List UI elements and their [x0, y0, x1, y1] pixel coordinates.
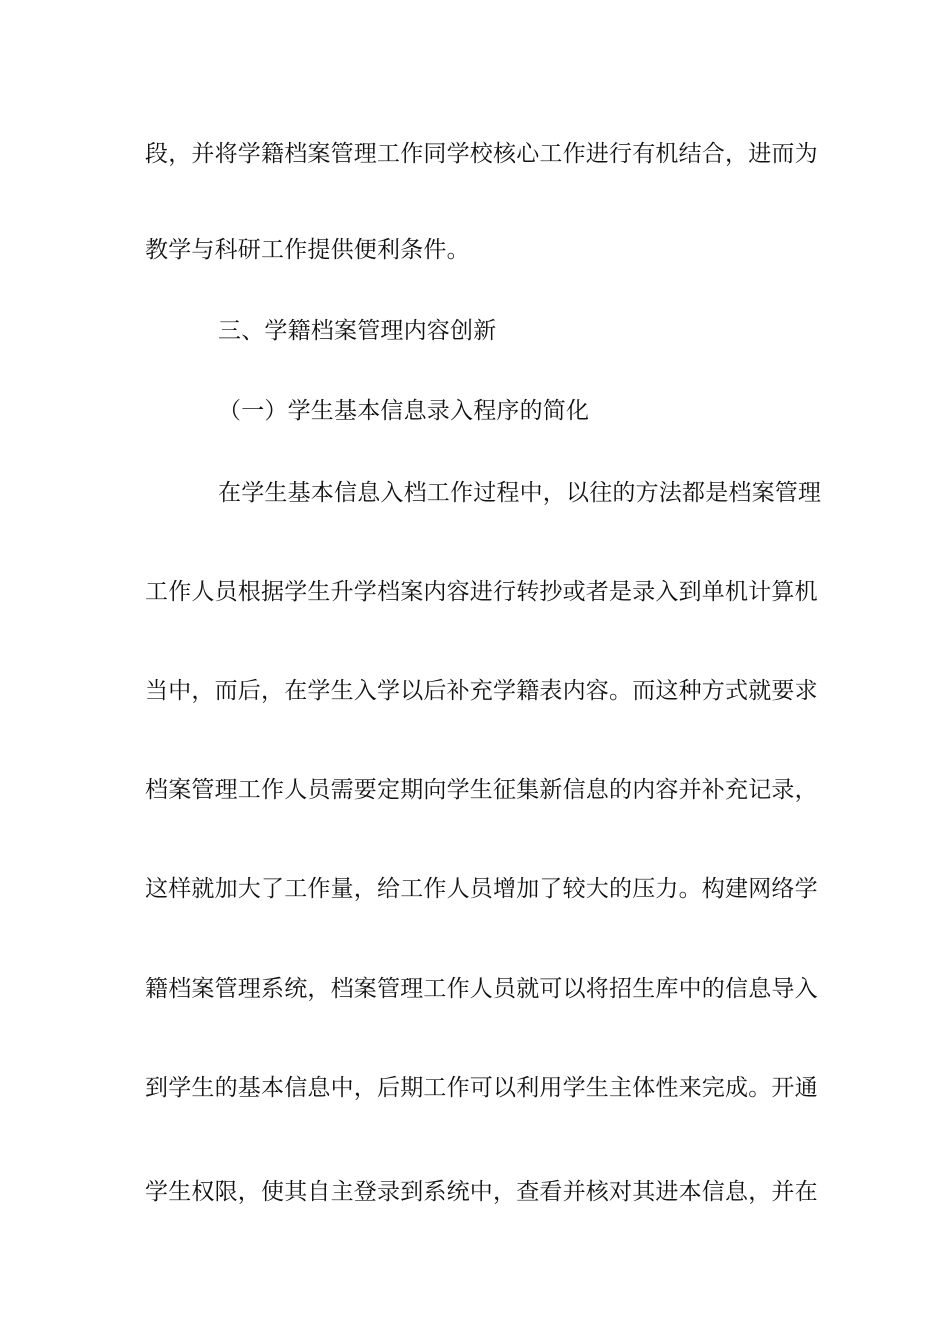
paragraph-line: 籍档案管理系统，档案管理工作人员就可以将招生库中的信息导入	[145, 976, 818, 1002]
paragraph-line: 档案管理工作人员需要定期向学生征集新信息的内容并补充记录，	[145, 777, 818, 803]
subsection-heading: （一）学生基本信息录入程序的简化	[218, 398, 590, 424]
paragraph-line: 教学与科研工作提供便利条件。	[145, 237, 470, 263]
paragraph-line: 当中，而后，在学生入学以后补充学籍表内容。而这种方式就要求	[145, 678, 818, 704]
paragraph-line: 段，并将学籍档案管理工作同学校核心工作进行有机结合，进而为	[145, 141, 818, 167]
paragraph-line: 到学生的基本信息中，后期工作可以利用学生主体性来完成。开通	[145, 1075, 818, 1101]
paragraph-line: 学生权限，使其自主登录到系统中，查看并核对其进本信息，并在	[145, 1179, 818, 1205]
paragraph-first-line: 在学生基本信息入档工作过程中，以往的方法都是档案管理	[218, 480, 822, 506]
paragraph-line: 工作人员根据学生升学档案内容进行转抄或者是录入到单机计算机	[145, 579, 818, 605]
paragraph-line: 这样就加大了工作量，给工作人员增加了较大的压力。构建网络学	[145, 876, 818, 902]
section-heading: 三、学籍档案管理内容创新	[218, 318, 497, 344]
